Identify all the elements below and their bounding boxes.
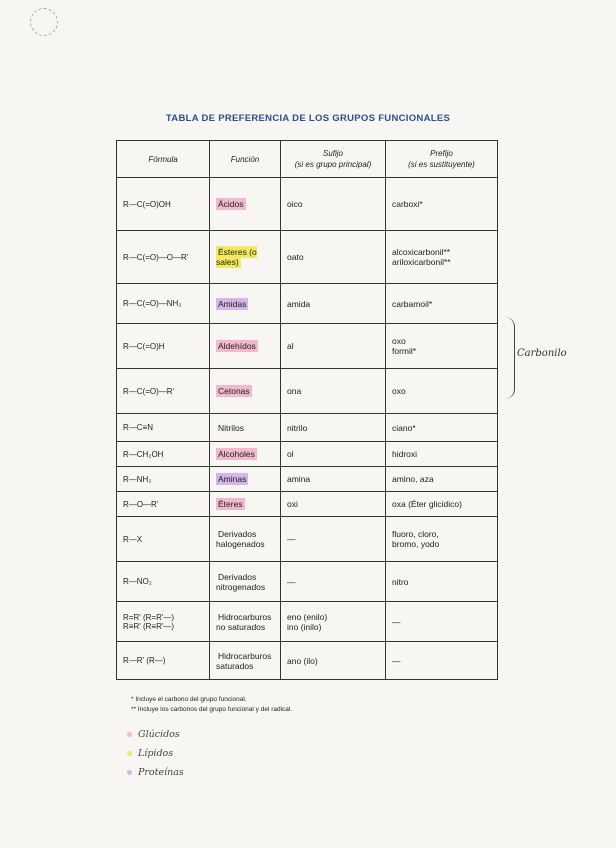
- function-cell: [210, 467, 281, 492]
- legend-label: Lípidos: [138, 748, 174, 759]
- suffix-cell: ano (ilo): [281, 642, 386, 680]
- legend-dot-pink: [127, 732, 132, 737]
- prefix-cell: —: [386, 642, 498, 680]
- table-row: [117, 324, 498, 369]
- legend-label: Proteínas: [138, 767, 184, 778]
- function-cell: [210, 324, 281, 369]
- function-name: Éteres: [218, 499, 243, 509]
- function-cell: [210, 602, 281, 642]
- footnotes: [131, 695, 292, 715]
- suffix-cell: —: [281, 517, 386, 562]
- function-name: Nitrilos: [218, 422, 244, 433]
- formula-cell: R—C(=O)—NH₂: [117, 284, 210, 324]
- formula-cell: R—O—R': [117, 492, 210, 517]
- table-header-row: [117, 141, 498, 178]
- formula-cell: R—C≡N: [117, 414, 210, 442]
- function-name: Hidrocarburos no saturados: [216, 611, 272, 632]
- table-row: [117, 562, 498, 602]
- prefix-cell: oxa (Éter glicidico): [386, 492, 498, 517]
- function-name: Hidrocarburos saturados: [216, 650, 272, 671]
- suffix-cell: oato: [281, 231, 386, 284]
- suffix-cell: —: [281, 562, 386, 602]
- legend-label: Glúcidos: [138, 729, 180, 740]
- footnote-2: ** Incluye los carbonos del grupo funcional y del radical.: [131, 706, 293, 713]
- function-cell: [210, 414, 281, 442]
- header-sufijo-label: Sufijo: [322, 149, 343, 158]
- prefix-cell: oxo formil*: [386, 324, 498, 369]
- function-cell: [210, 284, 281, 324]
- table-row: [117, 642, 498, 680]
- header-sufijo-note: (si es grupo principal): [294, 160, 372, 169]
- function-cell: [210, 642, 281, 680]
- prefix-cell: oxo: [386, 369, 498, 414]
- function-cell: [210, 562, 281, 602]
- prefix-cell: alcoxicarbonil** ariloxicarbonil**: [386, 231, 498, 284]
- table-row: [117, 231, 498, 284]
- header-prefijo-note: (si es sustituyente): [408, 160, 475, 169]
- function-name: Amidas: [218, 298, 247, 309]
- function-cell: [210, 517, 281, 562]
- suffix-cell: ol: [281, 442, 386, 467]
- function-name: Alcoholes: [218, 449, 255, 459]
- prefix-cell: nitro: [386, 562, 498, 602]
- prefix-cell: ciano*: [386, 414, 498, 442]
- table-row: [117, 602, 498, 642]
- table-row: [117, 369, 498, 414]
- formula-cell: R—R' (R—): [117, 642, 210, 680]
- formula-cell: R—C(=O)H: [117, 324, 210, 369]
- color-legend: [127, 725, 184, 782]
- function-name: Ésteres (o sales): [216, 247, 257, 267]
- formula-cell: R—NO₂: [117, 562, 210, 602]
- formula-cell: R—NH₂: [117, 467, 210, 492]
- header-formula: Fórmula: [117, 141, 210, 178]
- table-row: [117, 178, 498, 231]
- suffix-cell: eno (enilo) ino (inilo): [281, 602, 386, 642]
- formula-cell: R—C(=O)—O—R': [117, 231, 210, 284]
- corner-stamp: [30, 8, 58, 36]
- suffix-cell: nitrilo: [281, 414, 386, 442]
- function-name: Derivados halogenados: [216, 529, 265, 549]
- legend-dot-yellow: [127, 751, 132, 756]
- function-cell: [210, 369, 281, 414]
- table-row: [117, 414, 498, 442]
- suffix-cell: oico: [281, 178, 386, 231]
- prefix-cell: hidroxi: [386, 442, 498, 467]
- suffix-cell: amida: [281, 284, 386, 324]
- legend-item-glucidos: [127, 725, 184, 744]
- function-name: Cetonas: [218, 386, 250, 396]
- prefix-cell: amino, aza: [386, 467, 498, 492]
- prefix-cell: —: [386, 602, 498, 642]
- function-name: Derivados nitrogenados: [216, 571, 266, 592]
- carbonyl-label: Carbonilo: [517, 348, 567, 359]
- formula-cell: R—C(=O)OH: [117, 178, 210, 231]
- table-row: [117, 284, 498, 324]
- prefix-cell: carboxi*: [386, 178, 498, 231]
- legend-item-lipidos: [127, 744, 184, 763]
- footnote-1: * Incluye el carbono del grupo funcional.: [131, 696, 247, 703]
- page-title: TABLA DE PREFERENCIA DE LOS GRUPOS FUNCIONALES: [165, 113, 451, 124]
- suffix-cell: ona: [281, 369, 386, 414]
- legend-dot-purple: [127, 770, 132, 775]
- functional-groups-table: [116, 140, 498, 680]
- function-name: Aldehídos: [218, 341, 256, 351]
- table-row: [117, 517, 498, 562]
- formula-cell: R—X: [117, 517, 210, 562]
- function-name: Aminas: [218, 474, 247, 484]
- function-cell: [210, 231, 281, 284]
- legend-item-proteinas: [127, 763, 184, 782]
- suffix-cell: al: [281, 324, 386, 369]
- header-sufijo: [281, 141, 386, 178]
- table-row: [117, 492, 498, 517]
- header-prefijo-label: Prefijo: [430, 149, 453, 158]
- function-cell: [210, 178, 281, 231]
- suffix-cell: oxi: [281, 492, 386, 517]
- formula-cell: R—C(=O)—R': [117, 369, 210, 414]
- header-prefijo: [386, 141, 498, 178]
- table-row: [117, 442, 498, 467]
- function-name: Ácidos: [218, 199, 244, 209]
- function-cell: [210, 492, 281, 517]
- formula-cell: R—CH₂OH: [117, 442, 210, 467]
- suffix-cell: amina: [281, 467, 386, 492]
- carbonyl-brace: [502, 317, 515, 399]
- formula-cell: R=R' (R=R'—) R≡R' (R≡R'—): [117, 602, 210, 642]
- prefix-cell: fluoro, cloro, bromo, yodo: [386, 517, 498, 562]
- prefix-cell: carbamoil*: [386, 284, 498, 324]
- header-funcion: Función: [210, 141, 281, 178]
- function-cell: [210, 442, 281, 467]
- table-row: [117, 467, 498, 492]
